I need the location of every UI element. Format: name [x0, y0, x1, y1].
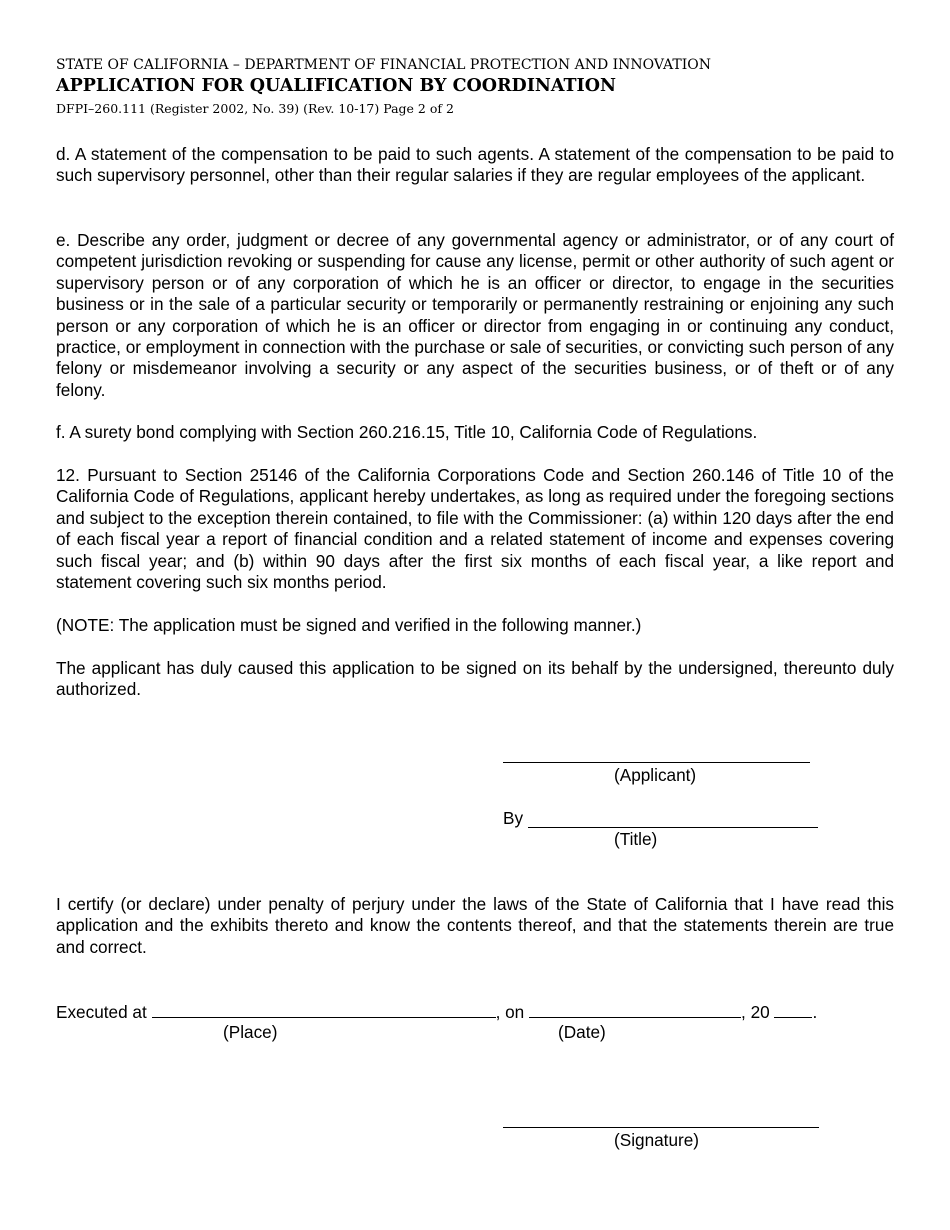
item-d-paragraph: d. A statement of the compensation to be paid to such agents. A statement of the compensation to be paid to such supervisory personnel, other than their regular salaries if they are regular employees of the applicant. — [56, 144, 894, 186]
signature-caption: (Signature) — [614, 1130, 700, 1150]
date-field[interactable] — [529, 1000, 741, 1018]
title-caption: (Title) — [614, 829, 658, 849]
date-caption: (Date) — [558, 1022, 606, 1042]
form-identifier: DFPI–260.111 (Register 2002, No. 39) (Rev. 10-17) Page 2 of 2 — [56, 101, 454, 116]
year-prefix: , 20 — [741, 1002, 770, 1022]
title-signature-line[interactable] — [528, 827, 818, 828]
note-paragraph: (NOTE: The application must be signed and verified in the following manner.) — [56, 615, 642, 635]
period: . — [812, 1002, 818, 1022]
item-12-paragraph: 12. Pursuant to Section 25146 of the California Corporations Code and Section 260.146 of Title 10 of the California Code of Regulations, applicant hereby undertakes, as long as required under the foregoing sections and subject to the exception therein contained, to file with the Commissioner: (a) within 120 days after the end of each fiscal year a report of financial condition and a related statement of income and expenses covering such fiscal year; and (b) within 90 days after the first six months of each fiscal year, a like report and statement covering such six months period. — [56, 465, 894, 593]
item-e-paragraph: e. Describe any order, judgment or decree of any governmental agency or administrator, or of any court of competent jurisdiction revoking or suspending for cause any license, permit or other authority of such agent or supervisory person or of any corporation of which he is an officer or director, to engage in the securities business or in the sale of a particular security or temporarily or permanently restraining or enjoining any such person or any corporation of which he is an officer or director from engaging in or continuing any conduct, practice, or employment in connection with the purchase or sale of securities, or convicting such person of any felony or misdemeanor involving a security or any aspect of the securities business, or of theft or of any felony. — [56, 230, 894, 400]
executed-at-row — [56, 1000, 817, 1023]
agency-heading: STATE OF CALIFORNIA – DEPARTMENT OF FINANCIAL PROTECTION AND INNOVATION — [56, 57, 711, 73]
authorization-paragraph: The applicant has duly caused this application to be signed on its behalf by the undersigned, thereunto duly authorized. — [56, 658, 894, 700]
year-field[interactable] — [774, 1000, 812, 1018]
place-field[interactable] — [152, 1000, 496, 1018]
executed-at-label: Executed at — [56, 1002, 147, 1022]
certification-paragraph: I certify (or declare) under penalty of perjury under the laws of the State of California that I have read this application and the exhibits thereto and know the contents thereof, and that the statements therein are true and correct. — [56, 894, 894, 957]
item-f-paragraph: f. A surety bond complying with Section 260.216.15, Title 10, California Code of Regulations. — [56, 422, 758, 442]
place-caption: (Place) — [223, 1022, 278, 1042]
applicant-signature-line[interactable] — [503, 762, 810, 763]
form-title: APPLICATION FOR QUALIFICATION BY COORDINATION — [56, 76, 616, 96]
on-label: , on — [495, 1002, 525, 1022]
by-label: By — [503, 808, 524, 828]
applicant-caption: (Applicant) — [614, 765, 697, 785]
signature-line[interactable] — [503, 1127, 819, 1128]
